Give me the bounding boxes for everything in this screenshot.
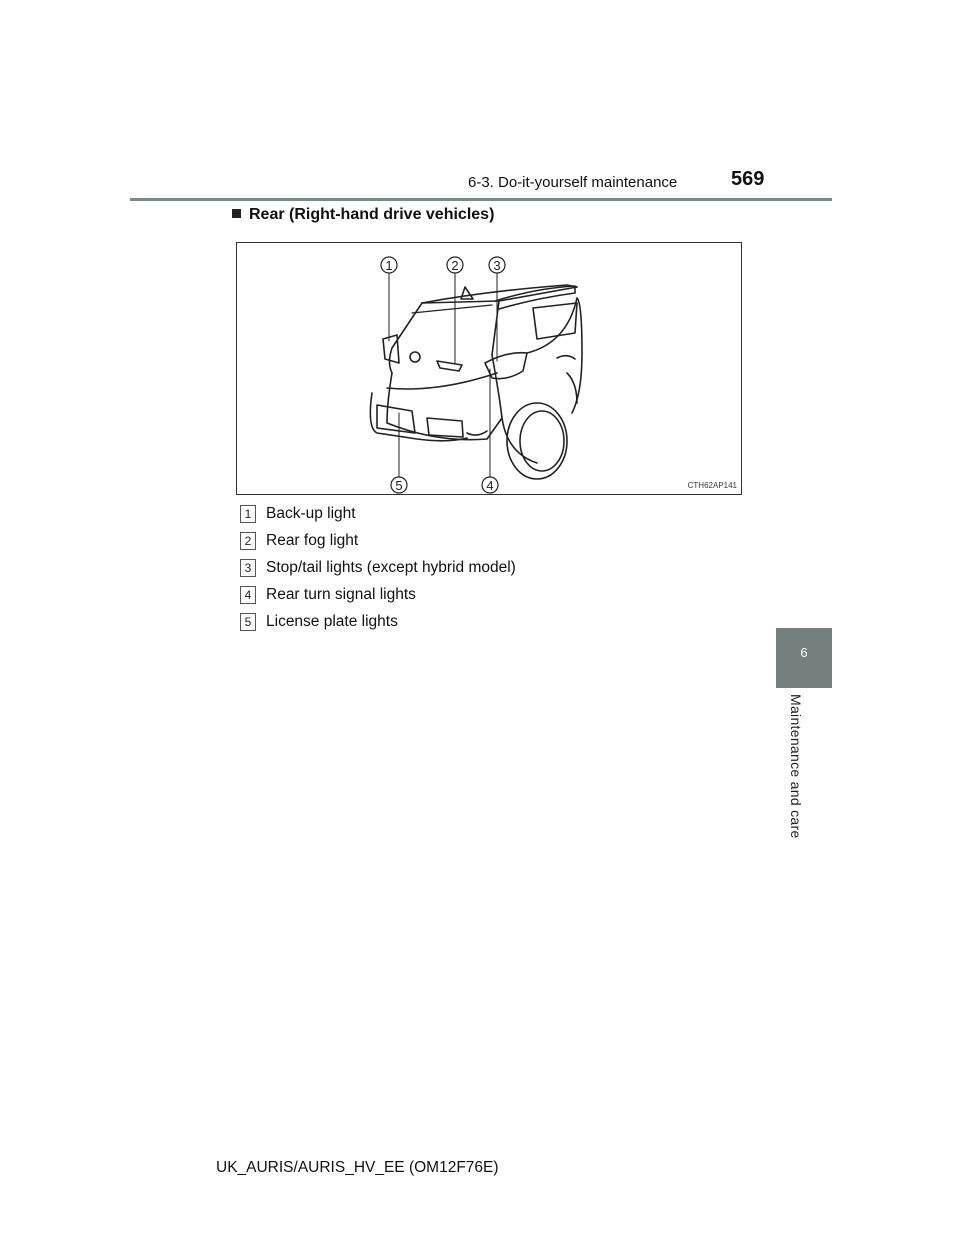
item-label: Rear turn signal lights [266, 585, 416, 603]
callout-4: 4 [486, 478, 494, 493]
item-number: 4 [240, 586, 256, 604]
item-label: Back-up light [266, 504, 356, 522]
item-number: 1 [240, 505, 256, 523]
figure-id: CTH62AP141 [687, 481, 737, 490]
callout-2: 2 [451, 258, 459, 273]
chapter-tab: 6 [776, 628, 832, 688]
square-bullet-icon [232, 209, 241, 218]
callout-5: 5 [395, 478, 403, 493]
item-number: 2 [240, 532, 256, 550]
list-item [240, 500, 516, 527]
callout-legend [240, 500, 516, 635]
list-item [240, 581, 516, 608]
item-number: 5 [240, 613, 256, 631]
callout-1: 1 [385, 258, 393, 273]
section-heading [232, 206, 494, 224]
item-label: License plate lights [266, 612, 398, 630]
item-label: Rear fog light [266, 531, 359, 549]
car-rear-illustration [237, 243, 741, 494]
page-number: 569 [731, 168, 765, 190]
list-item [240, 608, 516, 635]
callout-3: 3 [493, 258, 501, 273]
item-label: Stop/tail lights (except hybrid model) [266, 558, 516, 576]
section-heading-text: Rear (Right-hand drive vehicles) [249, 206, 495, 223]
rear-lights-diagram [236, 242, 742, 495]
header-divider [130, 198, 832, 201]
footer-model-code: UK_AURIS/AURIS_HV_EE (OM12F76E) [216, 1159, 499, 1176]
list-item [240, 554, 516, 581]
item-number: 3 [240, 559, 256, 577]
list-item [240, 527, 516, 554]
header-section-title: 6-3. Do-it-yourself maintenance [468, 174, 678, 191]
chapter-side-label [780, 688, 828, 888]
chapter-title: Maintenance and care [788, 694, 804, 839]
